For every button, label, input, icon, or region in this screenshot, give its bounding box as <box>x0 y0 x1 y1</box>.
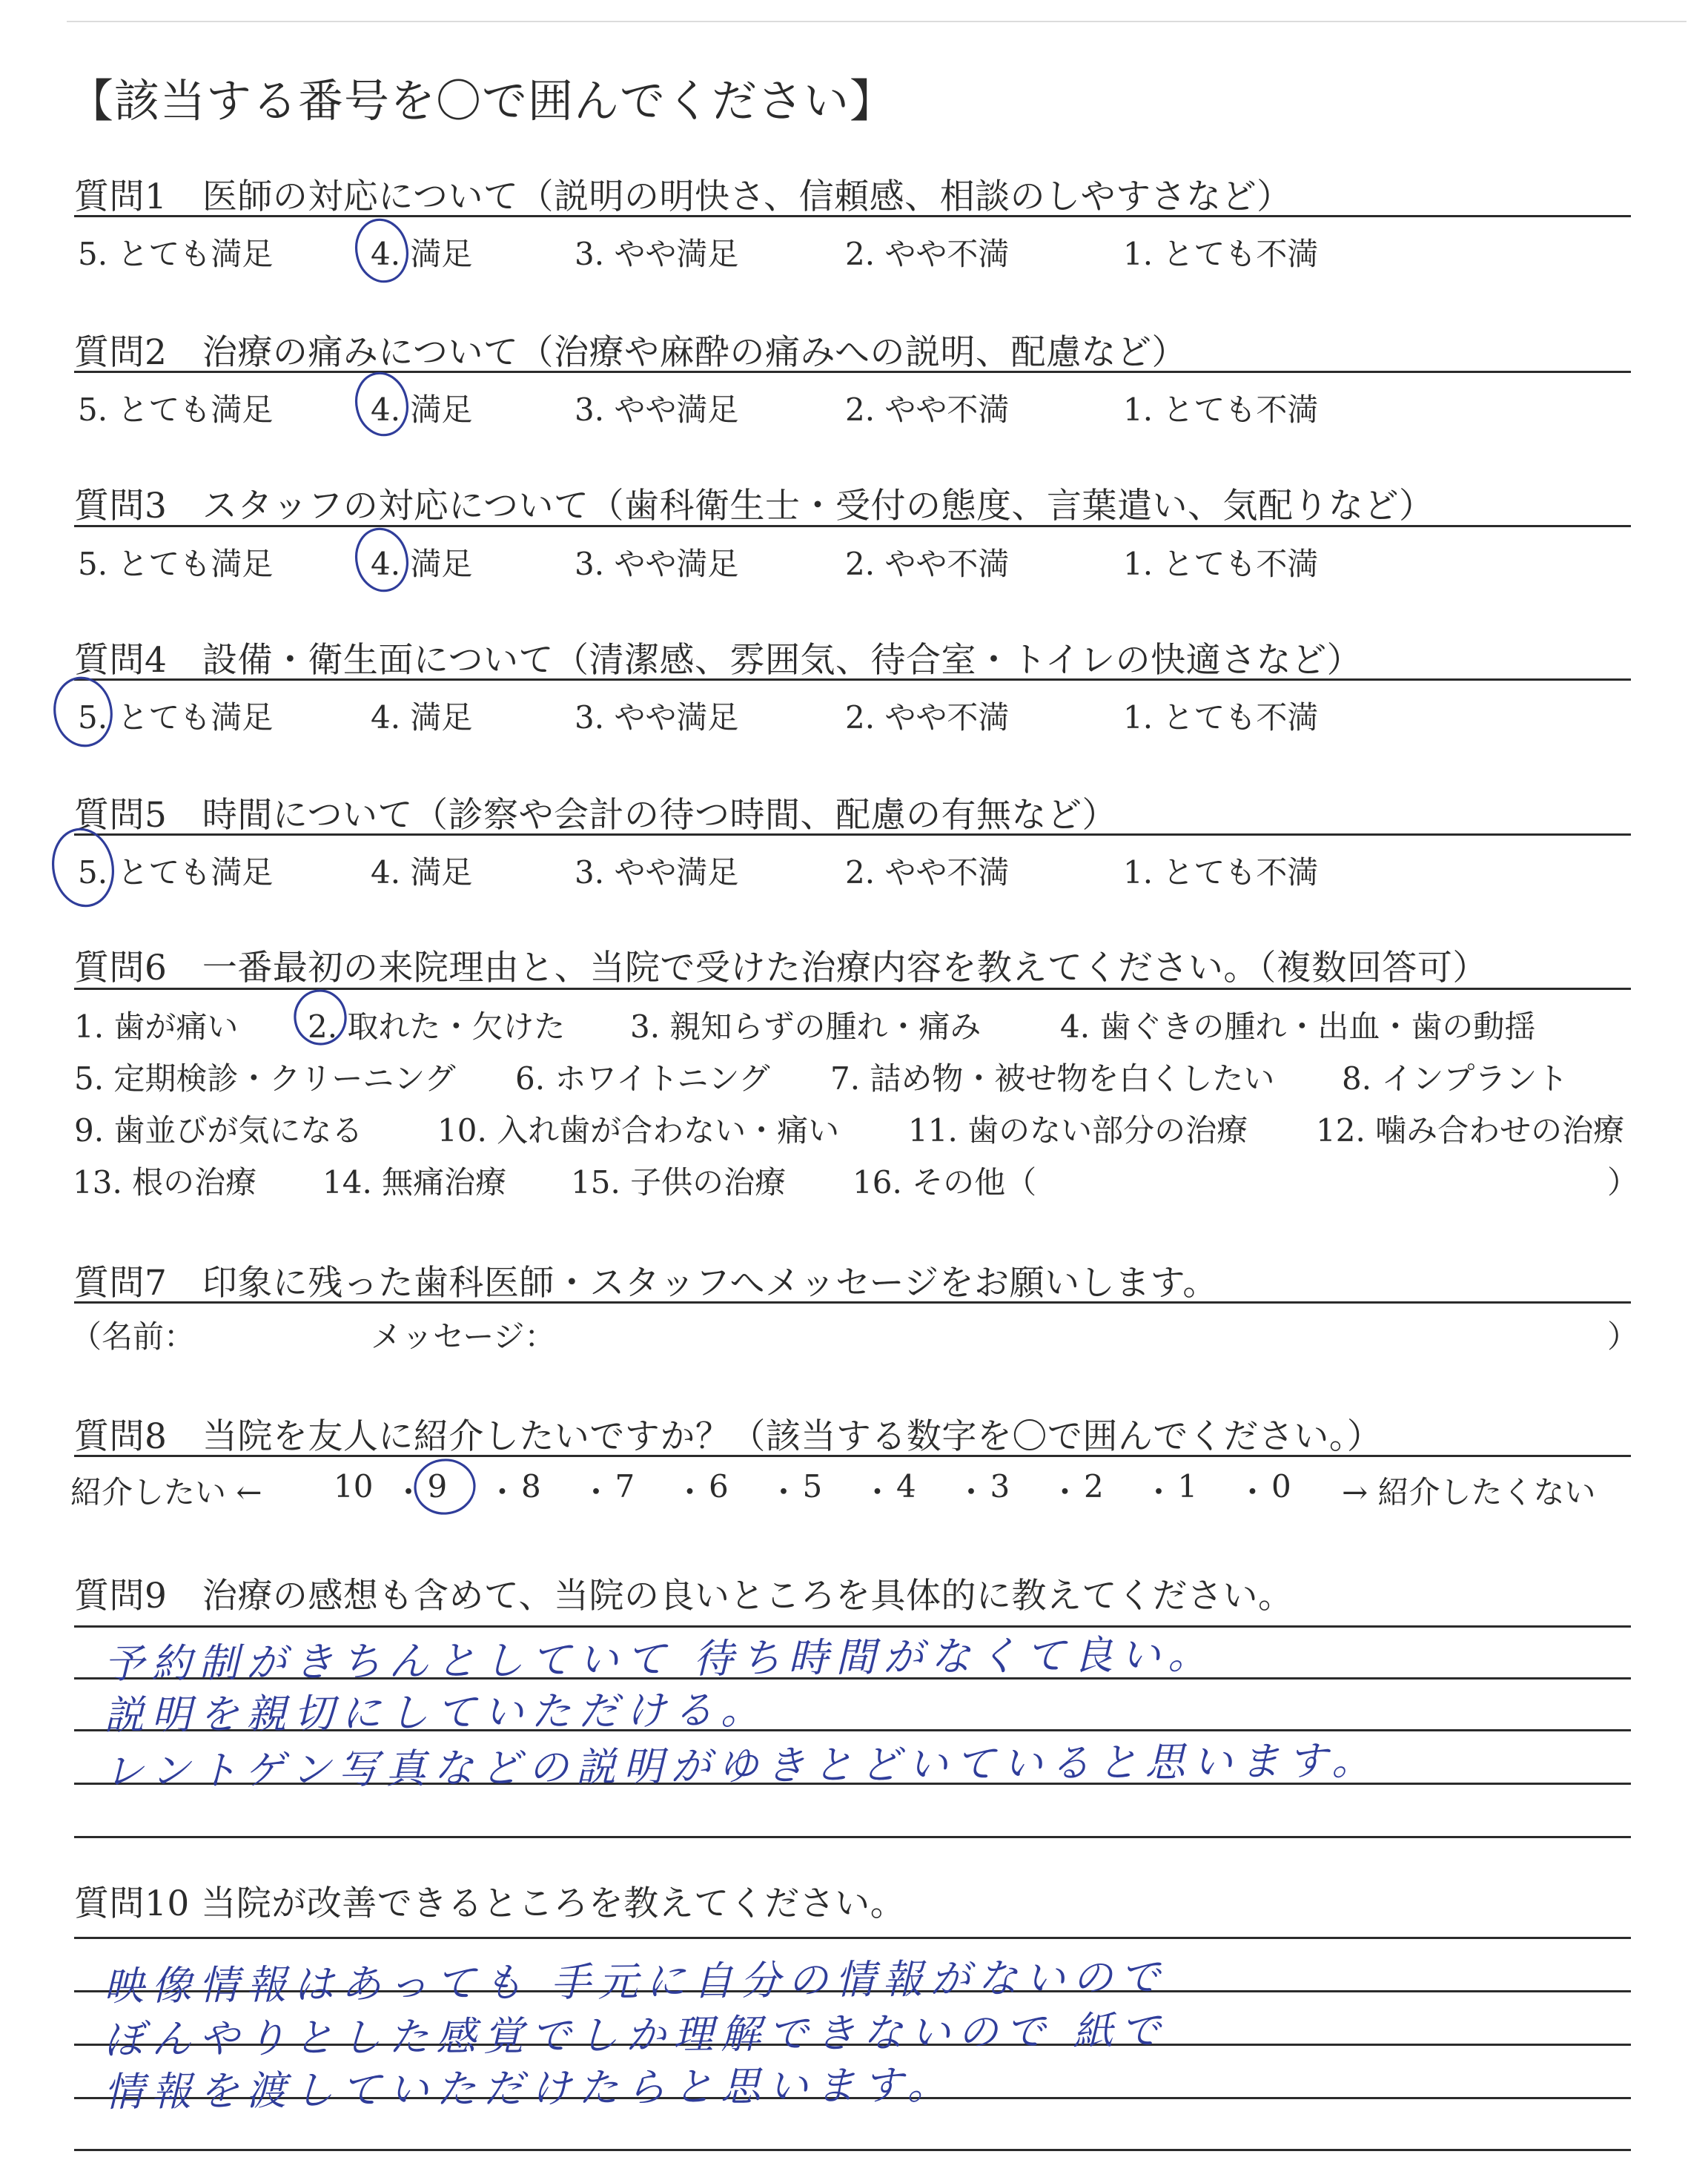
q9-answer-line-2[interactable]: 説明を親切にしていただける。 <box>103 1686 769 1739</box>
q8-number-8[interactable]: 8 <box>521 1468 541 1505</box>
q5-option-4[interactable]: 4. 満足 <box>371 854 473 891</box>
q8-separator-dot: ・ <box>768 1474 800 1510</box>
q6-option-5[interactable]: 5. 定期検診・クリーニング <box>74 1060 456 1097</box>
q5-title: 質問5 時間について（診察や会計の待つ時間、配慮の有無など） <box>74 795 1117 836</box>
q1-option-3[interactable]: 3. やや満足 <box>575 236 739 272</box>
q2-option-5[interactable]: 5. とても満足 <box>78 392 274 428</box>
q10-line-5 <box>74 2149 1631 2151</box>
q10-line-1 <box>74 1937 1631 1939</box>
q6-option-4[interactable]: 4. 歯ぐきの腫れ・出血・歯の動揺 <box>1060 1008 1536 1045</box>
q5-option-2[interactable]: 2. やや不満 <box>845 854 1010 891</box>
q8-title: 質問8 当院を友人に紹介したいですか？（該当する数字を〇で囲んでください。） <box>74 1416 1383 1457</box>
q8-separator-dot: ・ <box>861 1474 893 1510</box>
q5-rule <box>74 833 1631 836</box>
q9-title: 質問9 治療の感想も含めて、当院の良いところを具体的に教えてください。 <box>74 1576 1294 1616</box>
q8-number-9[interactable]: 9 <box>427 1468 448 1505</box>
q6-option-3[interactable]: 3. 親知らずの腫れ・痛み <box>630 1008 982 1045</box>
q8-separator-dot: ・ <box>674 1474 706 1510</box>
q9-line-5 <box>74 1836 1631 1838</box>
q6-option-16[interactable]: 16. その他（ <box>853 1164 1037 1200</box>
q2-option-1[interactable]: 1. とても不満 <box>1123 392 1319 428</box>
q8-left-label: 紹介したい ← <box>70 1474 262 1510</box>
q6-option-12[interactable]: 12. 噛み合わせの治療 <box>1316 1112 1625 1149</box>
q1-option-5[interactable]: 5. とても満足 <box>78 236 274 272</box>
q8-number-10[interactable]: 10 <box>334 1468 374 1505</box>
q3-option-2[interactable]: 2. やや不満 <box>845 546 1010 582</box>
q5-option-1[interactable]: 1. とても不満 <box>1123 854 1319 891</box>
q3-option-1[interactable]: 1. とても不満 <box>1123 546 1319 582</box>
q6-option-2[interactable]: 2. 取れた・欠けた <box>308 1008 566 1045</box>
q8-number-5[interactable]: 5 <box>802 1468 823 1505</box>
q4-option-2[interactable]: 2. やや不満 <box>845 699 1010 736</box>
q1-rule <box>74 215 1631 217</box>
q7-title: 質問7 印象に残った歯科医師・スタッフへメッセージをお願いします。 <box>74 1263 1218 1304</box>
q7-name-label: （名前： <box>70 1318 196 1355</box>
q1-option-4[interactable]: 4. 満足 <box>371 236 473 272</box>
q2-title: 質問2 治療の痛みについて（治療や麻酔の痛みへの説明、配慮など） <box>74 332 1188 373</box>
q10-title: 質問10 当院が改善できるところを教えてください。 <box>74 1883 906 1924</box>
instruction-header: 【該当する番号を〇で囲んでください】 <box>68 75 896 128</box>
q8-rule <box>74 1455 1631 1457</box>
q2-option-4[interactable]: 4. 満足 <box>371 392 473 428</box>
q8-separator-dot: ・ <box>1143 1474 1175 1510</box>
q5-option-5[interactable]: 5. とても満足 <box>78 854 274 891</box>
q1-option-2[interactable]: 2. やや不満 <box>845 236 1010 272</box>
q8-separator-dot: ・ <box>486 1474 518 1510</box>
q10-answer-line-3[interactable]: 情報を渡していただけたらと思います。 <box>103 2061 955 2116</box>
q7-message-label: メッセージ： <box>371 1318 556 1355</box>
q8-number-2[interactable]: 2 <box>1084 1468 1104 1505</box>
q3-rule <box>74 525 1631 527</box>
q6-option-15[interactable]: 15. 子供の治療 <box>571 1164 787 1200</box>
q7-close-paren: ） <box>1607 1318 1639 1355</box>
q10-answer-line-2[interactable]: ぼんやりとした感覚でしか理解できないので 紙で <box>103 2007 1168 2064</box>
q9-answer-line-3[interactable]: レントゲン写真などの説明がゆきとどいていると思います。 <box>103 1737 1380 1795</box>
q6-option-10[interactable]: 10. 入れ歯が合わない・痛い <box>437 1112 840 1149</box>
q6-other-close-paren: ） <box>1607 1164 1639 1200</box>
q3-option-5[interactable]: 5. とても満足 <box>78 546 274 582</box>
q6-option-13[interactable]: 13. 根の治療 <box>73 1164 257 1200</box>
q6-option-6[interactable]: 6. ホワイトニング <box>515 1060 770 1097</box>
q6-option-9[interactable]: 9. 歯並びが気になる <box>74 1112 363 1149</box>
q3-option-3[interactable]: 3. やや満足 <box>575 546 739 582</box>
q8-separator-dot: ・ <box>580 1474 612 1510</box>
q4-option-5[interactable]: 5. とても満足 <box>78 699 274 736</box>
q8-number-7[interactable]: 7 <box>615 1468 635 1505</box>
top-border <box>67 21 1687 22</box>
q6-option-8[interactable]: 8. インプラント <box>1342 1060 1569 1097</box>
q6-title: 質問6 一番最初の来院理由と、当院で受けた治療内容を教えてください。（複数回答可） <box>74 948 1488 988</box>
q3-title: 質問3 スタッフの対応について（歯科衛生士・受付の態度、言葉遣い、気配りなど） <box>74 486 1434 526</box>
q5-option-3[interactable]: 3. やや満足 <box>575 854 739 891</box>
q4-title: 質問4 設備・衛生面について（清潔感、雰囲気、待合室・トイレの快適さなど） <box>74 640 1363 681</box>
q8-separator-dot: ・ <box>956 1474 987 1510</box>
q10-answer-line-1[interactable]: 映像情報はあっても 手元に自分の情報がないので <box>103 1953 1168 2010</box>
q6-option-7[interactable]: 7. 詰め物・被せ物を白くしたい <box>830 1060 1275 1097</box>
q2-option-2[interactable]: 2. やや不満 <box>845 392 1010 428</box>
q2-option-3[interactable]: 3. やや満足 <box>575 392 739 428</box>
q8-number-4[interactable]: 4 <box>896 1468 916 1505</box>
q1-option-1[interactable]: 1. とても不満 <box>1123 236 1319 272</box>
q3-option-4[interactable]: 4. 満足 <box>371 546 473 582</box>
q4-option-1[interactable]: 1. とても不満 <box>1123 699 1319 736</box>
q4-option-4[interactable]: 4. 満足 <box>371 699 473 736</box>
q8-number-1[interactable]: 1 <box>1177 1468 1198 1505</box>
q8-separator-dot: ・ <box>1049 1474 1081 1510</box>
q8-number-0[interactable]: 0 <box>1271 1468 1291 1505</box>
q8-separator-dot: ・ <box>1237 1474 1268 1510</box>
q4-rule <box>74 678 1631 681</box>
q6-option-14[interactable]: 14. 無痛治療 <box>322 1164 507 1200</box>
q8-number-6[interactable]: 6 <box>709 1468 729 1505</box>
q8-right-label: → 紹介したくない <box>1342 1474 1596 1510</box>
q6-option-11[interactable]: 11. 歯のない部分の治療 <box>908 1112 1248 1149</box>
q8-number-3[interactable]: 3 <box>990 1468 1010 1505</box>
q4-option-3[interactable]: 3. やや満足 <box>575 699 739 736</box>
q2-rule <box>74 371 1631 373</box>
q7-rule <box>74 1301 1631 1304</box>
q8-separator-dot: ・ <box>393 1474 425 1510</box>
q6-option-1[interactable]: 1. 歯が痛い <box>74 1008 239 1045</box>
q9-answer-line-1[interactable]: 予約制がきちんとしていて 待ち時間がなくて良い。 <box>103 1631 1216 1688</box>
q6-rule <box>74 988 1631 990</box>
q1-title: 質問1 医師の対応について（説明の明快さ、信頼感、相談のしやすさなど） <box>74 176 1292 217</box>
